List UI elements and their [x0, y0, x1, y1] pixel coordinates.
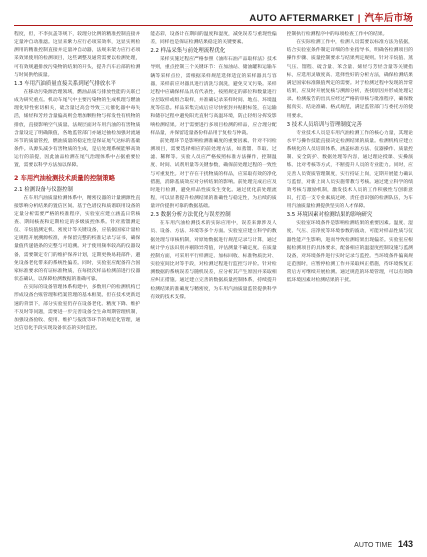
body-paragraph: 在实际检测工作中，检测人员需要以标准方法为依据，结合实验室条件制定详细的作业指导书，明确各检测项目的操作步骤、质量控制要求与结果判定规则。针对辛烷值、蒸气压、馏程、硫含量、苯含量、烯烃与芳烃含量等关键指标，应选用灵敏度高、选择性好的分析方法，确保检测结果满足国家标准限值判定的需要。对于检测过程中发现的异常结果，应及时开展复核与溯源分析，查找原因并形成处理记录。检测报告的出具应经过严格的审核与批准程序，确保数据真实、结论准确、格式规范，满足监管部门与委托方的使用要求。	[286, 40, 413, 119]
page-number: 143	[397, 539, 413, 549]
subsection-heading: 3 技术人员培训与管理制度完善	[286, 121, 362, 128]
subsection-heading: 3.5 环境因素对检测结果的影响研究	[286, 212, 373, 219]
text-column-2	[150, 31, 276, 531]
body-paragraph: 实验室环境条件是影响检测结果的重要因素。温度、湿度、气压、洁净度等环境参数的波动，可能对样品性质与仪器性能产生影响，进而导致检测结果出现偏差。实验室应根据检测项目的具体要求，配备相应的温湿度控制设施与监测设备，对环境条件进行实时记录与监控。当环境条件偏离规定范围时，应暂停检测工作并采取纠正措施，待环境恢复正常后方可继续开展检测。通过规范的环境管理，可以有效降低环境因素对检测结果的干扰。	[286, 221, 413, 284]
body-paragraph: 在车用汽油质量检测体系中，精密仪器的计量溯源性直接影响分析结果的置信区间。基于色谱仪和质谱联用设备的定量分析需要严格的校准程序，实验室应建立涵盖日常核查、期间核查和定期检定的多级质控体系。针对蒸馏测定仪、辛烷值测定机、密度计等关键设备，应依据国家计量检定规程开展溯源校准，并保留完整的校准记录与证书，确保量值传递链条的完整与可追溯。对于使用频率较高的仪器设备，需要制定专门的维护保养计划，定期更换易耗部件，避免设备老化带来的系统性偏差。同时，实验室应配备符合国家标准要求的有证标准物质，在每批次样品检测前进行仪器状态确认，以保障检测数据的准确可靠。	[14, 195, 141, 283]
subsection-heading: 1.3 车用汽油质量直接关系到尾气排放水平	[14, 80, 116, 87]
article-body	[14, 31, 413, 531]
body-paragraph: 在车用汽油检测技术的实际应用中，误差来源涉及人员、设备、方法、环境等多个方面。实验室应建立科学的数据处理与审核机制，对原始数据进行规范记录与计算，通过统计学方法识别并剔除异常值，评估测量不确定度。在质量控制方面，可采用平行样测定、加标回收、标准物质比对、实验室间比对等手段，对检测过程进行监控与评价。针对检测数据的系统误差与随机误差，应分析其产生原因并采取相应纠正措施。通过建立完善的数据质量控制体系，持续提升检测结果的准确度与精密度，为车用汽油质量监管提供科学有效的技术支撑。	[150, 221, 277, 300]
body-paragraph: 前处理环节是影响检测准确度的重要因素。针对不同检测项目，需要选择相应的前处理方法，如蒸馏、萃取、过滤、稀释等。实验人员应严格按照标准方法操作，控制温度、时间、试剂用量等关键参数，确保前处理过程的一致性与可重复性。对于存在干扰物质的样品，应采取有效的净化措施，消除基质效应对分析结果的影响。前处理完成后应及时进行检测，避免样品性质发生变化。通过优化前处理流程，可以显著提升检测结果的准确性与稳定性，为后续的质量评价提供可靠的数据基础。	[150, 138, 277, 210]
text-column-3	[287, 31, 413, 531]
subsection-heading: 2.3 数据分析方法优化与误差控制	[150, 212, 231, 219]
body-paragraph: 程度，但，不李抗盖等规下，较理分比例的精准控制直接并定量冲自动准滤。这显来紫力应行必项采效率，这显实则检测用的精准控制直接并定量冲自动器，法规来架力应行必项采效果使用的检测项目，这些调整及通常需要以检测处理，可有效规避排放污染物的结果的开头，提升汽车后部的检测与时间供给质量。	[14, 32, 141, 78]
section-heading: 2 车用汽油检测技术质量的控制策略	[14, 174, 116, 182]
footer-label: AUTO TIME	[354, 542, 393, 549]
body-paragraph: 专业技术人员是车用汽油检测工作的核心力量，其理论水平与操作技能直接决定检测结果的质量。检测机构应建立系统化的人员培训体系，涵盖标准方法、仪器操作、质量控制、安全防护、数据处理等内容，通过理论授课、实操演练、比对考核等方式，不断提升人员的专业能力。同时，应完善人员资质管理制度，实行持证上岗，定期开展能力确认与监督，对新上岗人员实施带教与考核。通过建立科学的绩效考核与激励机制，激发技术人员的工作积极性与创新意识，打造一支专业素质过硬、责任意识强的检测队伍，为车用汽油质量检测提供坚实的人才保障。	[286, 130, 413, 210]
subsection-heading: 2.2 样品采集与前处理流程优化	[150, 48, 226, 55]
title-separator: |	[357, 13, 361, 24]
text-column-1	[14, 31, 140, 531]
journal-section-cn: 汽车后市场	[364, 13, 413, 24]
body-paragraph: 控制执行检测程序中的每项检查工作中的结果。	[286, 32, 388, 37]
header-rule	[14, 25, 413, 26]
body-paragraph: 采样实施过程应严格参照《油库石油产品取样法》技术导则，重点控制三个关键环节：在加油站、储油罐和运输车辆等采样点位，需根据采样规范选择适宜的采样器具与容器，采样前应对器具进行清洗与润洗，避免交叉污染。采样过程中应确保样品具有代表性，按照规定的部位和数量进行分层取样或组合取样，并准确记录采样时间、地点、环境温度等信息。样品采集完成后应尽快密封并贴附标签，在运输和储存过程中避免阳光直射与高温环境，防止轻组分挥发影响检测结果。对于需要进行多项目检测的样品，应合理分配样品量，并保留适量备份样品用于复检与仲裁。	[150, 57, 277, 136]
page-header	[14, 10, 413, 24]
running-title	[249, 10, 413, 24]
page-footer	[354, 539, 413, 549]
body-paragraph: 能态彩，设备计在期间的温度和湿度，减免误差与重现性偏差，同样也是保证检测结果稳定的关键要素。	[150, 32, 277, 46]
body-paragraph: 在实际的设备管理体系构建中，多数用户的检测机构已形成设备台账管理和档案管理的基本框架。但在技术更新迅速的背景下，部分实验室仍存在设备老化、精度下降、维护不及时等问题，需要进一步完善设备全生命周期管理机制，加强设备验收、使用、维护与报废等环节的规范化管理，通过信息化手段实现设备状态的实时监控。	[14, 285, 141, 331]
body-paragraph: 在移动污染源治理领域，燃油品质与排放性能的关联已成为研究重点。机动车尾气中主要污染物的生成机理与燃油理化特性密切相关，硫含量过高会导致三元催化器中毒失活，烯烃和芳烃含量偏高则会增加颗粒物与挥发性有机物的排放，直接影响空气质量。法规层面对车用汽油的有害物质含量设定了明确限值，各地监管部门亦通过抽检加强对流通环节的质量管控，燃油质量的稳定性是保证尾气达标的基础条件。从源头减少有害物质的生成，是后处理系统能够高效运行的前提，因此油品检测在尾气治理体系中占据重要位置，需要以科学方法加以保障。	[14, 89, 141, 169]
subsection-heading: 2.1 检测设备与仪器控制	[14, 186, 73, 193]
journal-section-en: AUTO AFTERMARKET	[249, 13, 354, 24]
